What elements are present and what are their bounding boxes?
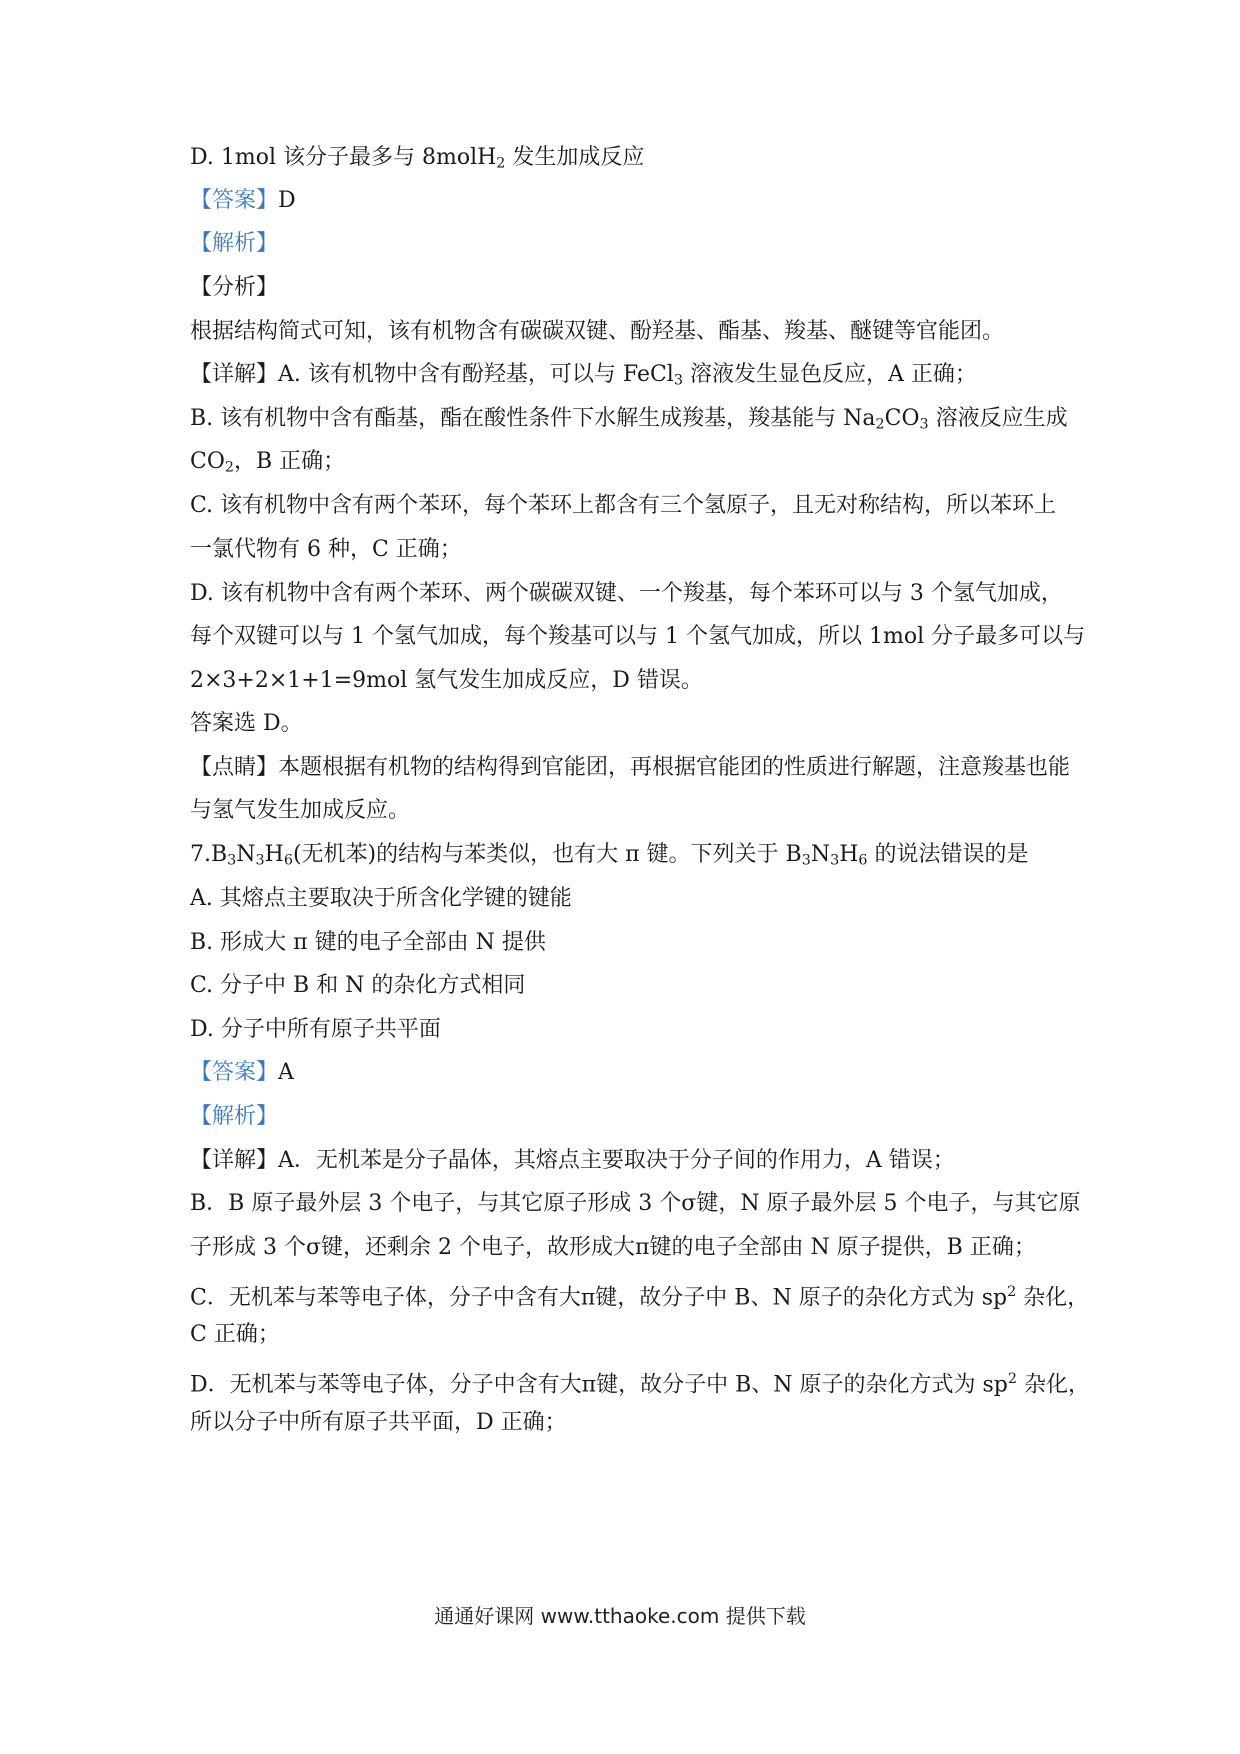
text: 本题根据有机物的结构得到官能团，再根据官能团的性质进行解题，注意羧基也能 — [278, 755, 1071, 780]
analysis-label-2: 【解析】 — [190, 1104, 279, 1129]
detail-c-line-1: C. 该有机物中含有两个苯环，每个苯环上都含有三个氢原子，且无对称结构，所以苯环上 — [190, 493, 1057, 518]
detail-a-line — [190, 360, 1070, 396]
answer-choice: 答案选 D。 — [190, 711, 303, 736]
subscript: 2 — [224, 459, 234, 476]
text: 的说法错误的是 — [867, 842, 1029, 867]
subscript: 3 — [673, 372, 683, 389]
subscript: 3 — [919, 416, 929, 433]
question-7 — [190, 840, 1070, 876]
detail-d-line-1: D. 该有机物中含有两个苯环、两个碳碳双键、一个羧基，每个苯环可以与 3 个氢气加成， — [190, 581, 1063, 606]
subscript: 3 — [830, 852, 840, 869]
dianjing-label: 【点睛】 — [190, 755, 279, 780]
superscript: 2 — [1007, 1284, 1017, 1300]
text: B. 该有机物中含有酯基，酯在酸性条件下水解生成羧基，羧基能与 Na — [190, 406, 876, 431]
detail2-c-line-2: C 正确； — [190, 1322, 280, 1347]
dianjing-line-2: 与氢气发生加成反应。 — [190, 798, 411, 823]
text: 溶液反应生成 — [928, 406, 1068, 431]
answer-label: 【答案】 — [190, 188, 279, 213]
analysis-label: 【解析】 — [190, 231, 279, 256]
subscript: 6 — [283, 852, 293, 869]
text: 溶液发生显色反应，A 正确； — [682, 362, 977, 387]
fenxi-text: 根据结构简式可知，该有机物含有碳碳双键、酚羟基、酯基、羧基、醚键等官能团。 — [190, 319, 1005, 344]
text: A. 该有机物中含有酚羟基，可以与 FeCl — [278, 362, 674, 387]
detail2-d-line-2: 所以分子中所有原子共平面，D 正确； — [190, 1410, 567, 1435]
text: N — [236, 842, 256, 867]
detail-d-line-2: 每个双键可以与 1 个氢气加成，每个羧基可以与 1 个氢气加成，所以 1mol 分子最多可以与 — [190, 624, 1086, 649]
detail-b-line-2 — [190, 447, 1070, 483]
text: 杂化， — [1016, 1372, 1090, 1398]
detail2-c-line-1 — [190, 1277, 1090, 1314]
text: H — [839, 842, 859, 867]
option-d: D. 分子中所有原子共平面 — [190, 1017, 441, 1042]
superscript: 2 — [1007, 1371, 1017, 1387]
answer-value: D — [278, 188, 296, 213]
text: CO — [190, 449, 225, 474]
text: (无机苯)的结构与苯类似，也有大 π 键。下列关于 B — [292, 842, 802, 867]
detail-c-line-2: 一氯代物有 6 种，C 正确； — [190, 537, 462, 562]
text: 发生加成反应 — [505, 145, 645, 170]
detail2-b-line-1: B．B 原子最外层 3 个电子，与其它原子形成 3 个σ键，N 原子最外层 5 个电子，与其它原 — [190, 1191, 1081, 1216]
detail2-b-line-2: 子形成 3 个σ键，还剩余 2 个电子，故形成大π键的电子全部由 N 原子提供，B 正确； — [190, 1235, 1036, 1260]
answer-line — [190, 186, 1070, 216]
detail-d-line-3: 2×3+2×1+1=9mol 氢气发生加成反应，D 错误。 — [190, 668, 703, 693]
answer-line-2 — [190, 1058, 1070, 1088]
text: CO — [884, 406, 920, 431]
detail-label: 【详解】 — [190, 362, 279, 387]
text: N — [810, 842, 831, 867]
text: 杂化， — [1016, 1285, 1090, 1311]
text: 7.B — [190, 842, 228, 867]
detail2-a — [190, 1146, 1070, 1176]
answer-value: A — [278, 1060, 294, 1085]
option-b: B. 形成大 π 键的电子全部由 N 提供 — [190, 930, 546, 955]
subscript: 3 — [801, 852, 811, 869]
text: H — [264, 842, 284, 867]
option-d-line — [190, 143, 1070, 179]
text: C．无机苯与苯等电子体，分子中含有大π键，故分子中 B、N 原子的杂化方式为 sp — [190, 1285, 1008, 1311]
subscript: 2 — [875, 416, 885, 433]
text: A．无机苯是分子晶体，其熔点主要取决于分子间的作用力，A 错误； — [278, 1148, 955, 1173]
answer-label: 【答案】 — [190, 1060, 279, 1085]
detail2-d-line-1 — [190, 1364, 1090, 1401]
text: ，B 正确； — [233, 449, 346, 474]
fenxi-label: 【分析】 — [190, 275, 279, 300]
detail-b-line-1 — [190, 404, 1070, 440]
subscript: 6 — [858, 852, 868, 869]
subscript: 2 — [496, 155, 506, 172]
detail-label: 【详解】 — [190, 1148, 279, 1173]
option-a: A. 其熔点主要取决于所含化学键的键能 — [190, 886, 572, 911]
dianjing-line-1 — [190, 753, 1070, 783]
text: D．无机苯与苯等电子体，分子中含有大π键，故分子中 B、N 原子的杂化方式为 sp — [190, 1372, 1008, 1398]
option-c: C. 分子中 B 和 N 的杂化方式相同 — [190, 973, 526, 998]
subscript: 3 — [227, 852, 237, 869]
subscript: 3 — [255, 852, 265, 869]
text: D. 1mol 该分子最多与 8molH — [190, 145, 497, 170]
page-footer: 通通好课网 www.tthaoke.com 提供下载 — [434, 1604, 806, 1628]
